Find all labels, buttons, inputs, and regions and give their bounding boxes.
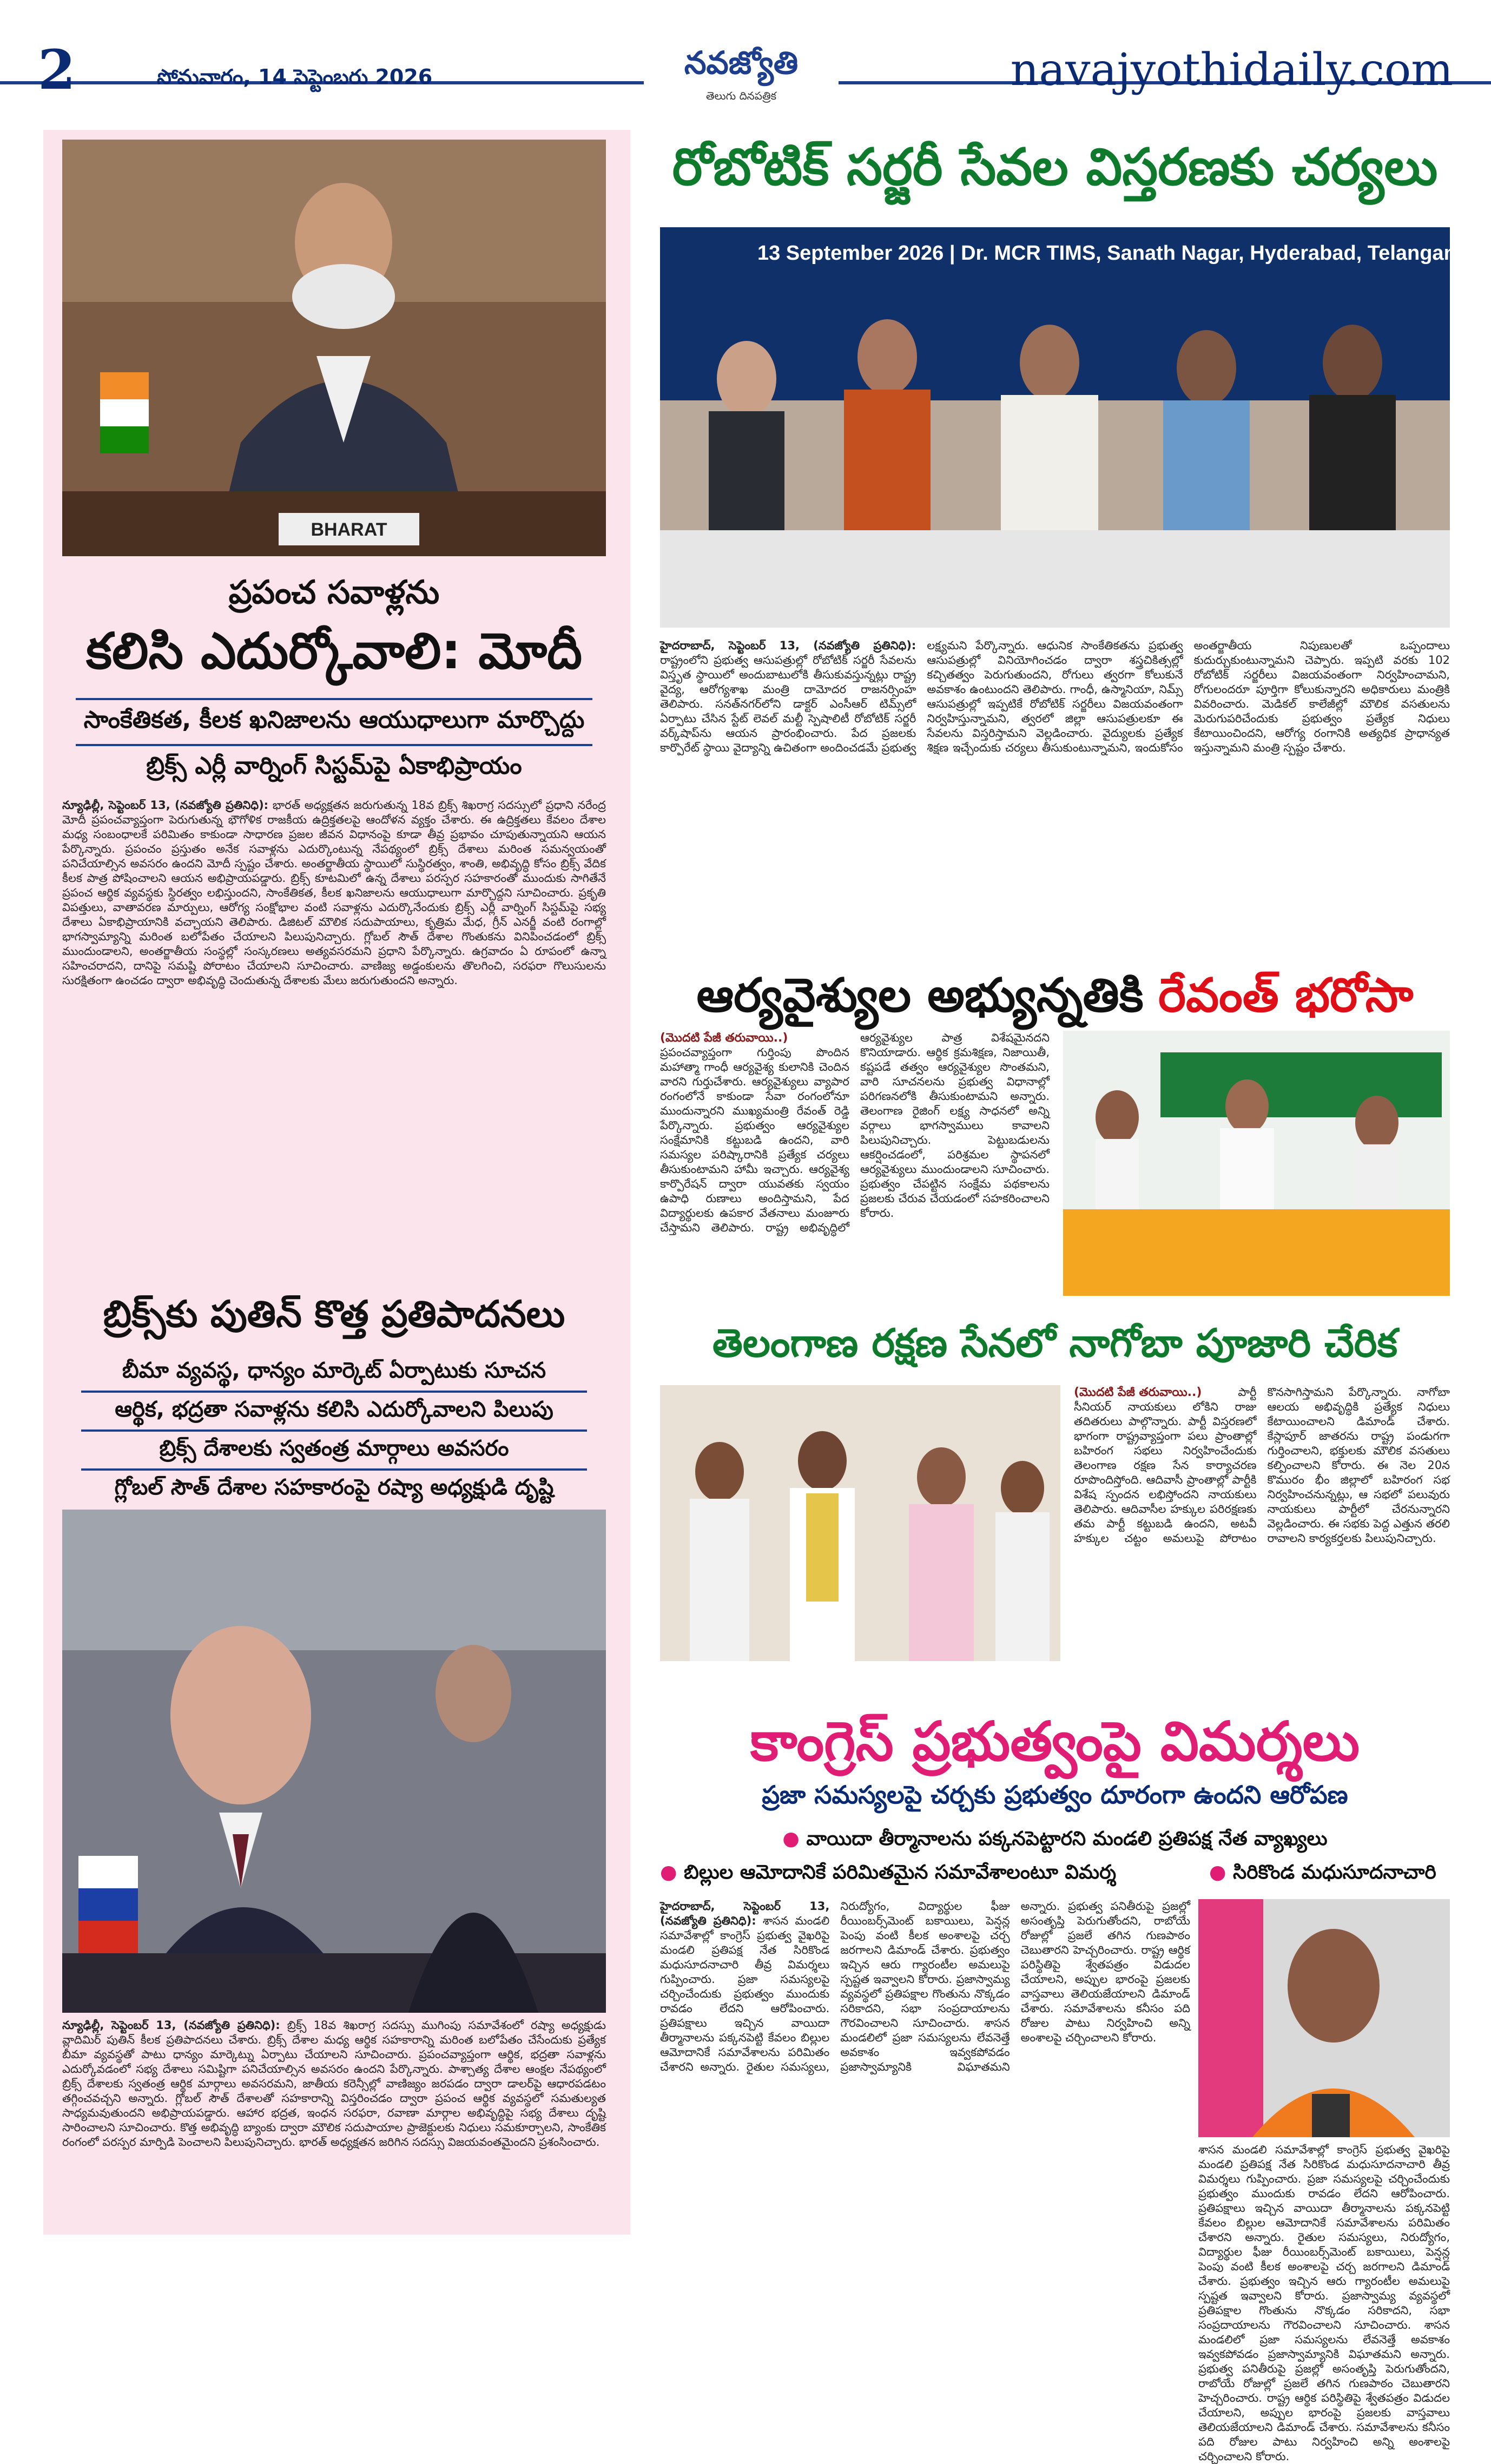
bullet-text: బిల్లుల ఆమోదానికే పరిమితమైన సమావేశాలంటూ విమర్శ [683, 1861, 1117, 1883]
bullet-text: వాయిదా తీర్మానాలను పక్కనపెట్టారని మండలి ప్రతిపక్ష నేత వ్యాఖ్యలు [806, 1828, 1328, 1850]
modi-photo-graphic [62, 140, 606, 556]
congress-photo-graphic [1198, 1899, 1450, 2137]
nagoba-photo-graphic [660, 1385, 1060, 1661]
putin-photo [62, 1510, 606, 2013]
arya-headline-part2: రేవంత్ భరోసా [1158, 969, 1414, 1023]
dateline: న్యూఢిల్లీ, సెప్టెంబర్ 13, (నవజ్యోతి ప్రతినిధి): [62, 799, 269, 812]
arya-article [660, 1031, 1050, 1301]
congress-bullet-2 [660, 1861, 1201, 1888]
bullet-icon: ● [1209, 1861, 1226, 1883]
nagoba-photo [660, 1385, 1060, 1661]
congress-sub: ప్రజా సమస్యలపై చర్చకు ప్రభుత్వం దూరంగా ఉందని ఆరోపణ [762, 1780, 1348, 1809]
article-body: రాష్ట్రంలోని ప్రభుత్వ ఆసుపత్రుల్లో రోబోటిక్ సర్జరీ సేవలను విస్తృత స్థాయిలో అందుబాటులోకి తీసుకువస్తున్నట్లు రాష్ట్ర వైద్య, ఆరోగ్యశాఖ మంత్రి దామోదర రాజనర్సింహ తెలిపారు. సనత్‌నగర్‌లోని డాక్టర్ ఎంసీఆర్ టిమ్స్‌లో ఏర్పాటు చేసిన స్టేట్ లెవల్ మల్టీ స్పెషాలిటీ రోబోటిక్ సర్జరీ వర్క్‌షాప్‌ను ఆయన ప్రారంభించారు. పేద ప్రజలకు కార్పొరేట్ స్థాయి వైద్యాన్ని ఉచితంగా అందించడమే ప్రభుత్వ లక్ష్యమని పేర్కొన్నారు. ఆధునిక సాంకేతికతను ప్రభుత్వ ఆసుపత్రుల్లో వినియోగించడం ద్వారా శస్త్రచికిత్సల్లో కచ్చితత్వం పెరుగుతుందని, రోగులు త్వరగా కోలుకునే అవకాశం ఉంటుందని తెలిపారు. గాంధీ, ఉస్మానియా, నిమ్స్ ఆసుపత్రుల్లో ఇప్పటికే రోబోటిక్ సర్జరీలు విజయవంతంగా నిర్వహిస్తున్నామని, త్వరలో జిల్లా ఆసుపత్రులకూ ఈ సేవలను విస్తరిస్తామని వెల్లడించారు. వైద్యులకు ప్రత్యేక శిక్షణ ఇచ్చేందుకు చర్యలు తీసుకుంటున్నామని, ఇందుకోసం అంతర్జాతీయ నిపుణులతో ఒప్పందాలు కుదుర్చుకుంటున్నామని చెప్పారు. ఇప్పటి వరకు 102 రోబోటిక్ సర్జరీలు విజయవంతంగా నిర్వహించామని, రోగులందరూ పూర్తిగా కోలుకున్నారని అధికారులు మంత్రికి వివరించారు. మెడికల్ కాలేజీల్లో మౌలిక వసతులను మెరుగుపరిచేందుకు ప్రభుత్వం ప్రత్యేక నిధులు కేటాయించిందని, ఆరోగ్య రంగానికి అత్యధిక ప్రాధాన్యత ఇస్తున్నామని మంత్రి స్పష్టం చేశారు. [660, 639, 1450, 754]
bullet-text: సిరికొండ మధుసూదనాచారి [1232, 1861, 1436, 1883]
dateline: హైదరాబాద్, సెప్టెంబర్ 13, (నవజ్యోతి ప్రతినిధి): [660, 639, 916, 652]
issue-date: సోమవారం, 14 సెప్టెంబరు 2026 [157, 65, 433, 89]
event-banner: 13 September 2026 | Dr. MCR TIMS, Sanath Nagar, Hyderabad, Telangana [757, 242, 1468, 265]
modi-article [62, 798, 606, 1266]
putin-photo-graphic [62, 1510, 606, 2013]
article-body: శాసన మండలి సమావేశాల్లో కాంగ్రెస్ ప్రభుత్వ వైఖరిపై మండలి ప్రతిపక్ష నేత సిరికొండ మధుసూదనాచారి తీవ్ర విమర్శలు గుప్పించారు. ప్రజా సమస్యలపై చర్చించేందుకు ప్రభుత్వం ముందుకు రావడం లేదని ఆరోపించారు. ప్రతిపక్షాలు ఇచ్చిన వాయిదా తీర్మానాలను పక్కనపెట్టి కేవలం బిల్లుల ఆమోదానికే సమావేశాలను పరిమితం చేశారని అన్నారు. రైతుల సమస్యలు, నిరుద్యోగం, విద్యార్థుల ఫీజు రీయింబర్స్‌మెంట్ బకాయిలు, పెన్షన్ల పెంపు వంటి కీలక అంశాలపై చర్చ జరగాలని డిమాండ్ చేశారు. ప్రభుత్వం ఇచ్చిన ఆరు గ్యారంటీల అమలుపై స్పష్టత ఇవ్వాలని కోరారు. ప్రజాస్వామ్య వ్యవస్థలో ప్రతిపక్షాల గొంతును నొక్కడం సరికాదని, సభా సంప్రదాయాలను గౌరవించాలని సూచించారు. శాసన మండలిలో ప్రజా సమస్యలను లేవనెత్తే అవకాశం ఇవ్వకపోవడం ప్రజాస్వామ్యానికి విఘాతమని అన్నారు. ప్రభుత్వ పనితీరుపై ప్రజల్లో అసంతృప్తి పెరుగుతోందని, రాబోయే రోజుల్లో ప్రజలే తగిన గుణపాఠం చెబుతారని హెచ్చరించారు. రాష్ట్ర ఆర్థిక పరిస్థితిపై శ్వేతపత్రం విడుదల చేయాలని, అప్పుల భారంపై ప్రజలకు వాస్తవాలు తెలియజేయాలని డిమాండ్ చేశారు. సమావేశాలను కనీసం పది రోజుల పాటు నిర్వహించి అన్ని అంశాలపై చర్చించాలని కోరారు. [1198, 2143, 1450, 2463]
arya-headline-part1: ఆర్యవైశ్యుల అభ్యున్నతికి [696, 969, 1144, 1023]
masthead [0, 0, 1491, 102]
bullet-icon: ● [660, 1861, 677, 1883]
article-body: భారత్ అధ్యక్షతన జరుగుతున్న 18వ బ్రిక్స్ శిఖరాగ్ర సదస్సులో ప్రధాని నరేంద్ర మోదీ ప్రపంచవ్యాప్తంగా పెరుగుతున్న భౌగోళిక రాజకీయ ఉద్రిక్తతలపై ఆందోళన వ్యక్తం చేశారు. ఈ ఉద్రిక్తతలు కేవలం దేశాల మధ్య సంబంధాలకే పరిమితం కాకుండా సాధారణ ప్రజల జీవన విధానంపై కూడా తీవ్ర ప్రభావం చూపుతున్నాయని ఆయన పేర్కొన్నారు. ప్రపంచం ప్రస్తుతం అనేక సవాళ్లను ఎదుర్కొంటున్న నేపథ్యంలో బ్రిక్స్ దేశాలు మరింత సమన్వయంతో పనిచేయాల్సిన అవసరం ఉందని మోదీ స్పష్టం చేశారు. అంతర్జాతీయ స్థాయిలో సుస్థిరత్వం, శాంతి, అభివృద్ధి కోసం బ్రిక్స్ వేదిక కీలక పాత్ర పోషించాలని ఆయన అభిప్రాయపడ్డారు. బ్రిక్స్ కూటమిలో ఉన్న దేశాలు పరస్పర సహకారంతో ముందుకు సాగితేనే ప్రపంచ ఆర్థిక వ్యవస్థకు స్థిరత్వం లభిస్తుందని, సాంకేతికత, కీలక ఖనిజాలను ఆయుధాలుగా మార్చొద్దని సూచించారు. ప్రకృతి విపత్తులు, వాతావరణ మార్పులు, ఆరోగ్య సంక్షోభాల వంటి సవాళ్లను ఎదుర్కొనేందుకు బ్రిక్స్ ఎర్లీ వార్నింగ్ సిస్టమ్‌పై సభ్య దేశాలు ఏకాభిప్రాయానికి వచ్చాయని తెలిపారు. డిజిటల్ మౌలిక సదుపాయాలు, కృత్రిమ మేధ, గ్రీన్ ఎనర్జీ వంటి రంగాల్లో భాగస్వామ్యాన్ని మరింత బలోపేతం చేయాలని పిలుపునిచ్చారు. గ్లోబల్ సౌత్ దేశాల గొంతుకను వినిపించడంలో బ్రిక్స్ ముందుండాలని, అంతర్జాతీయ సంస్థల్లో సంస్కరణలు అత్యవసరమని ప్రధాని పేర్కొన్నారు. ఉగ్రవాదం ఏ రూపంలో ఉన్నా సహించరాదని, దానిపై సమష్టి పోరాటం చేయాలని సూచించారు. వాణిజ్య అడ్డంకులను తొలగించి, సరఫరా గొలుసులను సురక్షితంగా ఉంచడం ద్వారా అభివృద్ధి చెందుతున్న దేశాలకు మేలు జరుగుతుందని అన్నారు. [62, 799, 606, 987]
divider [81, 1429, 587, 1432]
putin-sub-3: బ్రిక్స్ దేశాలకు స్వతంత్ర మార్గాలు అవసరం [159, 1436, 509, 1461]
putin-article [62, 2018, 606, 2229]
continued-badge: (మొదటి పేజీ తరువాయి..) [1074, 1386, 1202, 1399]
arya-headline [660, 969, 1450, 1034]
page-number: 2 [38, 38, 76, 102]
divider [81, 1391, 587, 1393]
dateline: న్యూఢిల్లీ, సెప్టెంబర్ 13, (నవజ్యోతి ప్రతినిధి): [62, 2019, 280, 2032]
congress-photo [1198, 1899, 1450, 2137]
divider [76, 744, 592, 746]
robotic-headline: రోబోటిక్ సర్జరీ సేవల విస్తరణకు చర్యలు [672, 138, 1438, 197]
article-body: శాసన మండలి సమావేశాల్లో కాంగ్రెస్ ప్రభుత్వ వైఖరిపై మండలి ప్రతిపక్ష నేత సిరికొండ మధుసూదనాచారి తీవ్ర విమర్శలు గుప్పించారు. ప్రజా సమస్యలపై చర్చించేందుకు ప్రభుత్వం ముందుకు రావడం లేదని ఆరోపించారు. ప్రతిపక్షాలు ఇచ్చిన వాయిదా తీర్మానాలను పక్కనపెట్టి కేవలం బిల్లుల ఆమోదానికే సమావేశాలను పరిమితం చేశారని అన్నారు. రైతుల సమస్యలు, నిరుద్యోగం, విద్యార్థుల ఫీజు రీయింబర్స్‌మెంట్ బకాయిలు, పెన్షన్ల పెంపు వంటి కీలక అంశాలపై చర్చ జరగాలని డిమాండ్ చేశారు. ప్రభుత్వం ఇచ్చిన ఆరు గ్యారంటీల అమలుపై స్పష్టత ఇవ్వాలని కోరారు. ప్రజాస్వామ్య వ్యవస్థలో ప్రతిపక్షాల గొంతును నొక్కడం సరికాదని, సభా సంప్రదాయాలను గౌరవించాలని సూచించారు. శాసన మండలిలో ప్రజా సమస్యలను లేవనెత్తే అవకాశం ఇవ్వకపోవడం ప్రజాస్వామ్యానికి విఘాతమని అన్నారు. ప్రభుత్వ పనితీరుపై ప్రజల్లో అసంతృప్తి పెరుగుతోందని, రాబోయే రోజుల్లో ప్రజలే తగిన గుణపాఠం చెబుతారని హెచ్చరించారు. రాష్ట్ర ఆర్థిక పరిస్థితిపై శ్వేతపత్రం విడుదల చేయాలని, అప్పుల భారంపై ప్రజలకు వాస్తవాలు తెలియజేయాలని డిమాండ్ చేశారు. సమావేశాలను కనీసం పది రోజుల పాటు నిర్వహించి అన్ని అంశాలపై చర్చించాలని కోరారు. [660, 1900, 1190, 2073]
article-body: బ్రిక్స్ 18వ శిఖరాగ్ర సదస్సు ముగింపు సమావేశంలో రష్యా అధ్యక్షుడు వ్లాదిమిర్ పుతిన్ కీలక ప్రతిపాదనలు చేశారు. బ్రిక్స్ దేశాల మధ్య ఆర్థిక సహకారాన్ని మరింత బలోపేతం చేసేందుకు ప్రత్యేక బీమా వ్యవస్థతో పాటు ధాన్యం మార్కెట్ను ఏర్పాటు చేయాలని సూచించారు. ప్రపంచవ్యాప్తంగా ఆర్థిక, భద్రతా సవాళ్లను ఎదుర్కోవడంలో సభ్య దేశాలు సమిష్టిగా పనిచేయాల్సిన అవసరం ఉందని పేర్కొన్నారు. పాశ్చాత్య దేశాల ఆంక్షల నేపథ్యంలో బ్రిక్స్ దేశాలకు స్వతంత్ర ఆర్థిక మార్గాలు అవసరమని, జాతీయ కరెన్సీల్లో వాణిజ్యం జరపడం ద్వారా డాలర్‌పై ఆధారపడటం తగ్గించవచ్చని అన్నారు. గ్లోబల్ సౌత్ దేశాలతో సహకారాన్ని విస్తరించడం ద్వారా ప్రపంచ ఆర్థిక వ్యవస్థలో సమతుల్యత సాధ్యమవుతుందని అభిప్రాయపడ్డారు. ఆహార భద్రత, ఇంధన సరఫరా, రవాణా మార్గాల అభివృద్ధిపై సభ్య దేశాలు దృష్టి సారించాలని సూచించారు. కొత్త అభివృద్ధి బ్యాంకు ద్వారా మౌలిక సదుపాయాల ప్రాజెక్టులకు నిధులు సమకూర్చాలని, సాంకేతిక రంగంలో పరస్పర మార్పిడి పెంచాలని పిలుపునిచ్చారు. భారత్ అధ్యక్షతన జరిగిన సదస్సు విజయవంతమైందని ప్రశంసించారు. [62, 2019, 606, 2149]
dateline: హైదరాబాద్, సెప్టెంబర్ 13, (నవజ్యోతి ప్రతినిధి): [660, 1900, 830, 1927]
arya-photo [1063, 1031, 1450, 1296]
robotic-photo [660, 227, 1468, 628]
site-url[interactable]: navajyothidaily.com [1010, 44, 1453, 96]
bharat-nameplate: BHARAT [311, 519, 387, 540]
article-body: పార్టీ సీనియర్ నాయకులు లోకిని రాజు తదితరులు పాల్గొన్నారు. పార్టీ విస్తరణలో భాగంగా రాష్ట్రవ్యాప్తంగా పలు ప్రాంతాల్లో బహిరంగ సభలు నిర్వహించేందుకు తెలంగాణ రక్షణ సేన కార్యాచరణ రూపొందిస్తోంది. ఆదివాసీ ప్రాంతాల్లో పార్టీకి విశేష స్పందన లభిస్తోందని నాయకులు తెలిపారు. ఆదివాసీల హక్కుల పరిరక్షణకు తమ పార్టీ కట్టుబడి ఉందని, అటవీ హక్కుల చట్టం అమలుపై పోరాటం కొనసాగిస్తామని పేర్కొన్నారు. నాగోబా ఆలయ అభివృద్ధికి ప్రత్యేక నిధులు కేటాయించాలని డిమాండ్ చేశారు. కేస్లాపూర్ జాతరను రాష్ట్ర పండుగగా గుర్తించాలని, భక్తులకు మౌలిక వసతులు కల్పించాలని కోరారు. ఈ నెల 20న కొమురం భీం జిల్లాలో బహిరంగ సభ నిర్వహించనున్నట్లు, ఆ సభలో పలువురు నాయకులు పార్టీలో చేరనున్నారని వెల్లడించారు. ఈ సభకు పెద్ద ఎత్తున తరలి రావాలని కార్యకర్తలకు పిలుపునిచ్చారు. [1074, 1386, 1450, 1545]
putin-headline: బ్రిక్స్‌కు పుతిన్ కొత్త ప్రతిపాదనలు [103, 1293, 565, 1336]
logo-title: నవజ్యోతి [684, 44, 799, 81]
congress-headline: కాంగ్రెస్ ప్రభుత్వంపై విమర్శలు [750, 1710, 1360, 1773]
modi-photo [62, 140, 606, 556]
putin-sub-2: ఆర్థిక, భద్రతా సవాళ్లను కలిసి ఎదుర్కోవాలని పిలుపు [115, 1397, 553, 1422]
modi-headline: కలిసి ఎదుర్కోవాలి: మోదీ [85, 622, 583, 680]
nagoba-article [1074, 1385, 1450, 1656]
nagoba-headline: తెలంగాణ రక్షణ సేనలో నాగోబా పూజారి చేరిక [712, 1320, 1398, 1366]
robotic-photo-graphic [660, 227, 1468, 628]
newspaper-logo[interactable] [644, 44, 839, 102]
putin-sub-1: బీమా వ్యవస్థ, ధాన్యం మార్కెట్ ఏర్పాటుకు సూచన [122, 1358, 546, 1383]
modi-sub-2: బ్రిక్స్ ఎర్లీ వార్నింగ్ సిస్టమ్‌పై ఏకాభిప్రాయం [146, 752, 522, 780]
congress-bullet-1 [660, 1828, 1450, 1855]
logo-subtitle: తెలుగు దినపత్రిక [705, 89, 777, 102]
continued-badge: (మొదటి పేజీ తరువాయి..) [660, 1031, 788, 1045]
putin-sub-4: గ్లోబల్ సౌత్ దేశాల సహకారంపై రష్యా అధ్యక్షుడి దృష్టి [114, 1475, 554, 1500]
modi-sub-1: సాంకేతికత, కీలక ఖనిజాలను ఆయుధాలుగా మార్చొద్దు [83, 706, 585, 734]
congress-bullet-3 [1209, 1861, 1450, 1888]
congress-photo-caption [1198, 2143, 1450, 2463]
bullet-icon: ● [782, 1828, 800, 1850]
congress-article [660, 1899, 1190, 2224]
divider [81, 1468, 587, 1471]
robotic-article [660, 638, 1450, 952]
divider [76, 698, 592, 700]
arya-photo-graphic [1063, 1031, 1450, 1296]
modi-kicker: ప్రపంచ సవాళ్లను [228, 574, 440, 611]
article-body: ప్రపంచవ్యాప్తంగా గుర్తింపు పొందిన మహాత్మా గాంధీ ఆర్యవైశ్య కులానికి చెందిన వారని గుర్తుచేశారు. ఆర్యవైశ్యులు వ్యాపార రంగంలోనే కాకుండా సేవా రంగంలోనూ ముందున్నారని ముఖ్యమంత్రి రేవంత్ రెడ్డి పేర్కొన్నారు. ప్రభుత్వం ఆర్యవైశ్యుల సంక్షేమానికి కట్టుబడి ఉందని, వారి సమస్యల పరిష్కారానికి ప్రత్యేక చర్యలు తీసుకుంటామని హామీ ఇచ్చారు. ఆర్యవైశ్య కార్పొరేషన్ ద్వారా యువతకు స్వయం ఉపాధి రుణాలు అందిస్తామని, పేద విద్యార్థులకు ఉపకార వేతనాలు మంజూరు చేస్తామని తెలిపారు. రాష్ట్ర అభివృద్ధిలో ఆర్యవైశ్యుల పాత్ర విశేషమైనదని కొనియాడారు. ఆర్థిక క్రమశిక్షణ, నిజాయితీ, కష్టపడే తత్వం ఆర్యవైశ్యుల సొంతమని, వారి సూచనలను ప్రభుత్వ విధానాల్లో పరిగణనలోకి తీసుకుంటామని అన్నారు. తెలంగాణ రైజింగ్ లక్ష్య సాధనలో అన్ని వర్గాలు భాగస్వాములు కావాలని పిలుపునిచ్చారు. పెట్టుబడులను ఆకర్షించడంలో, పరిశ్రమల స్థాపనలో ఆర్యవైశ్యులు ముందుండాలని సూచించారు. ప్రభుత్వం చేపట్టిన సంక్షేమ పథకాలను ప్రజలకు చేరువ చేయడంలో సహకరించాలని కోరారు. [660, 1031, 1050, 1234]
